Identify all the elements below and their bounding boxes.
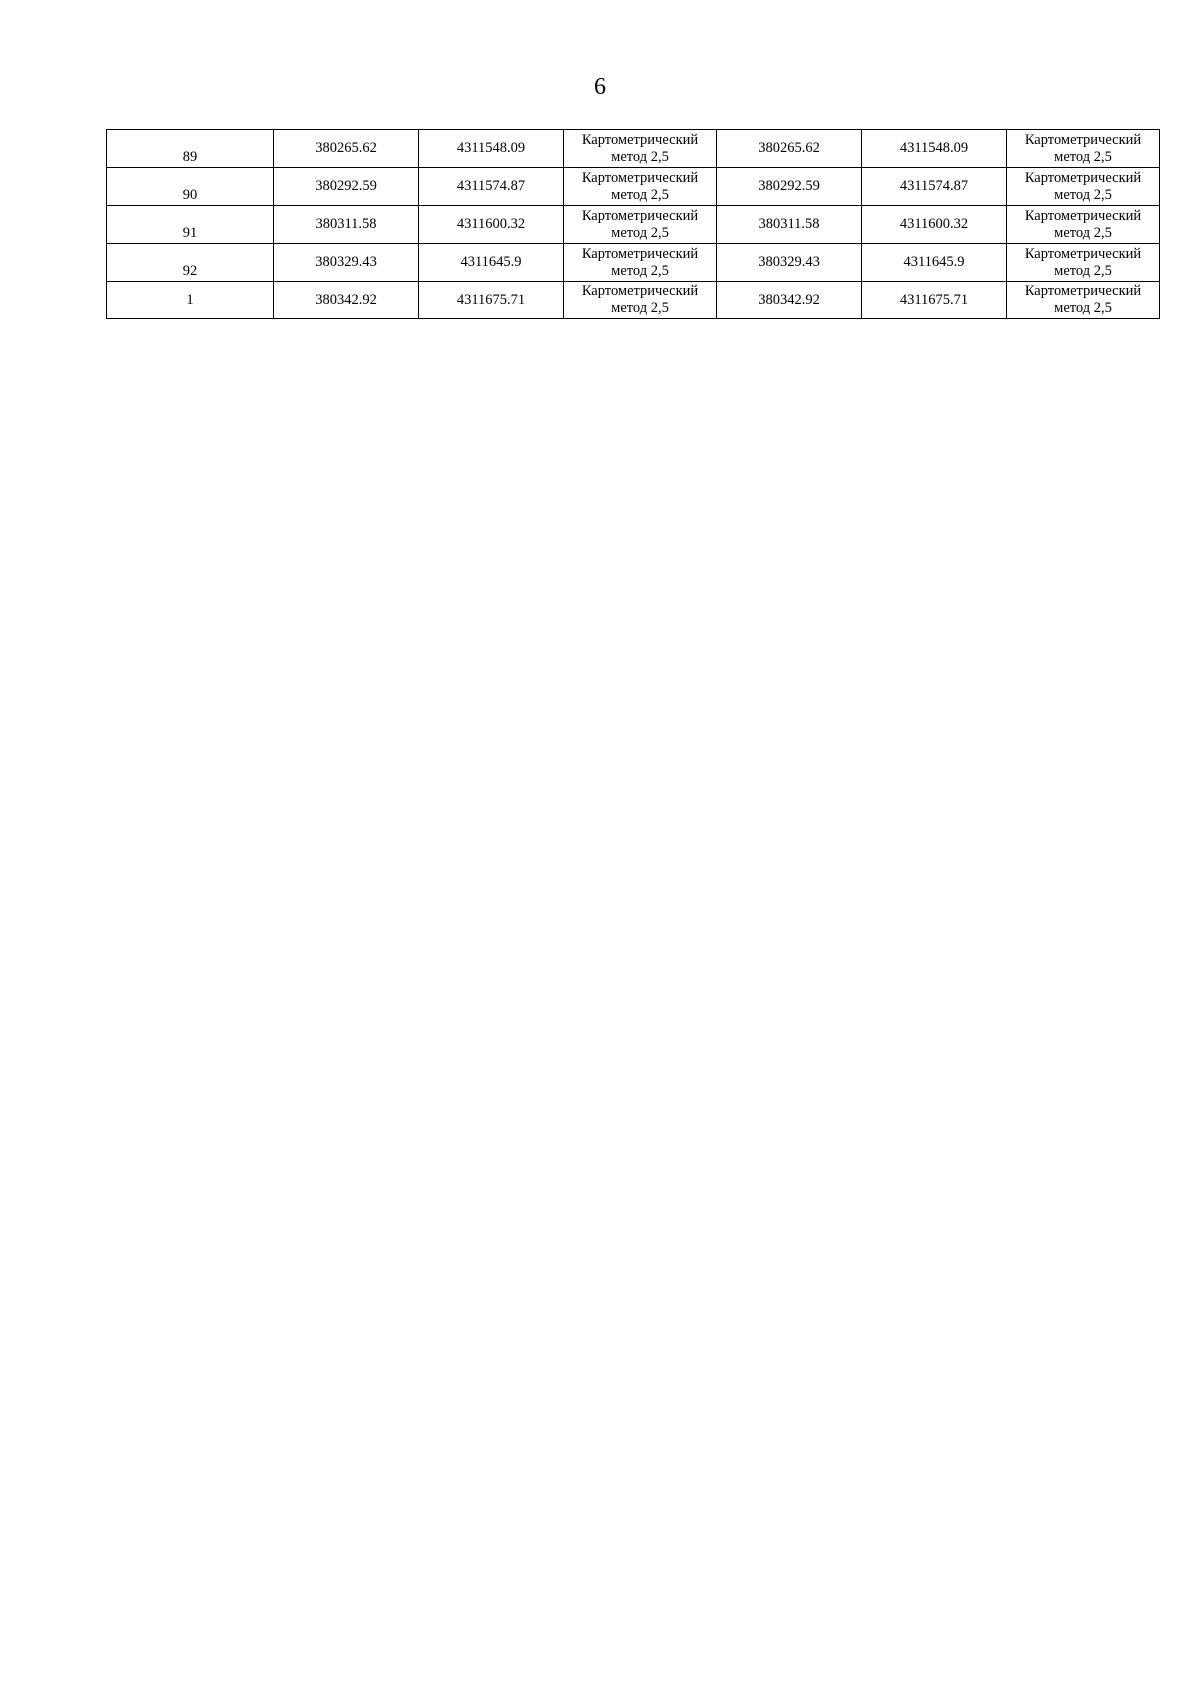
method-accuracy: метод 2,5 [1054,300,1112,316]
x-new-cell: 380292.59 [717,168,862,206]
method-accuracy: метод 2,5 [611,186,669,203]
method-name: Картометрический [581,283,699,299]
method-old-cell [564,168,717,206]
method-accuracy: метод 2,5 [611,262,669,279]
method-name: Картометрический [1024,245,1142,262]
y-old-cell: 4311548.09 [419,130,564,168]
x-old-cell: 380342.92 [274,282,419,319]
method-accuracy: метод 2,5 [1054,148,1112,165]
point-number-cell: 91 [107,206,274,244]
method-accuracy: метод 2,5 [611,148,669,165]
page-number: 6 [594,74,606,100]
table-row [107,206,1160,244]
y-new-cell: 4311600.32 [862,206,1007,244]
point-number-cell: 90 [107,168,274,206]
y-old-cell: 4311645.9 [419,244,564,282]
y-old-cell: 4311574.87 [419,168,564,206]
method-accuracy: метод 2,5 [1054,224,1112,241]
method-old-cell [564,206,717,244]
y-old-cell: 4311675.71 [419,282,564,319]
x-new-cell: 380342.92 [717,282,862,319]
method-new-cell [1007,130,1160,168]
y-new-cell: 4311675.71 [862,282,1007,319]
table-row [107,130,1160,168]
x-new-cell: 380311.58 [717,206,862,244]
x-old-cell: 380265.62 [274,130,419,168]
method-old-cell [564,244,717,282]
point-number-cell: 92 [107,244,274,282]
x-new-cell: 380329.43 [717,244,862,282]
method-new-cell [1007,282,1160,319]
table-row [107,244,1160,282]
coordinates-table [106,129,1160,319]
method-name: Картометрический [581,169,699,186]
y-old-cell: 4311600.32 [419,206,564,244]
table-row [107,168,1160,206]
method-old-cell [564,130,717,168]
method-name: Картометрический [1024,207,1142,224]
method-accuracy: метод 2,5 [611,224,669,241]
method-new-cell [1007,244,1160,282]
y-new-cell: 4311548.09 [862,130,1007,168]
method-old-cell [564,282,717,319]
method-new-cell [1007,206,1160,244]
x-old-cell: 380292.59 [274,168,419,206]
table-row [107,282,1160,319]
method-accuracy: метод 2,5 [1054,262,1112,279]
method-accuracy: метод 2,5 [611,300,669,316]
x-old-cell: 380329.43 [274,244,419,282]
x-new-cell: 380265.62 [717,130,862,168]
method-new-cell [1007,168,1160,206]
y-new-cell: 4311645.9 [862,244,1007,282]
method-name: Картометрический [1024,131,1142,148]
y-new-cell: 4311574.87 [862,168,1007,206]
method-name: Картометрический [1024,283,1142,299]
method-name: Картометрический [581,131,699,148]
method-name: Картометрический [581,207,699,224]
method-accuracy: метод 2,5 [1054,186,1112,203]
x-old-cell: 380311.58 [274,206,419,244]
point-number-cell: 1 [107,282,274,319]
method-name: Картометрический [1024,169,1142,186]
point-number-cell: 89 [107,130,274,168]
method-name: Картометрический [581,245,699,262]
